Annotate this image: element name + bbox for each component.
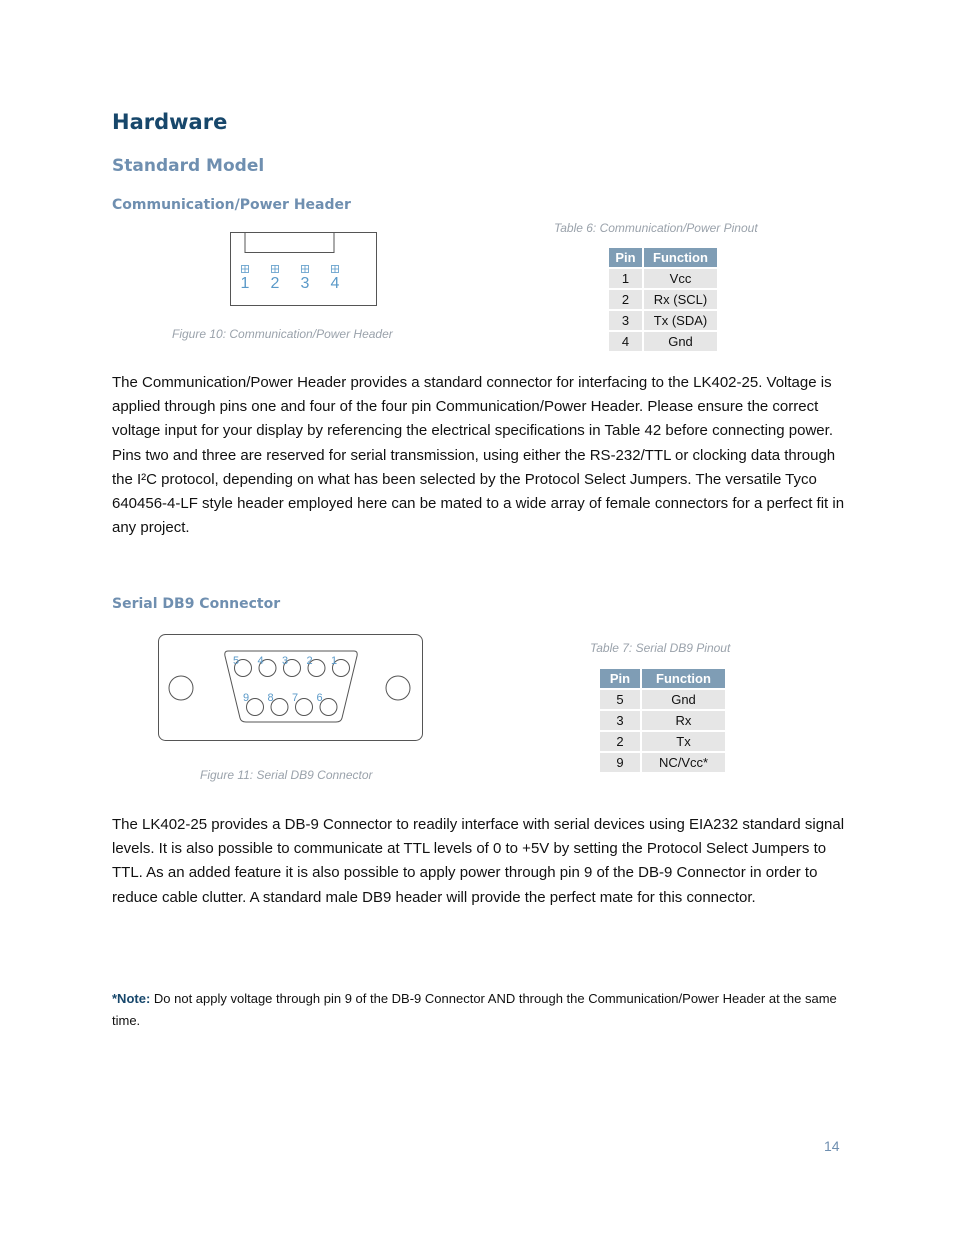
header-pin — [301, 266, 310, 293]
note-label: *Note: — [112, 991, 151, 1006]
db9-pin-label: 7 — [292, 692, 299, 704]
header-pin — [241, 266, 250, 293]
table-row — [600, 732, 725, 751]
right-mounting-hole — [386, 676, 410, 700]
function-cell: Vcc — [644, 269, 717, 288]
header-pin — [331, 266, 340, 293]
pin-cell: 5 — [600, 690, 640, 709]
db9-pin-label: 1 — [331, 655, 338, 667]
function-cell: Rx — [642, 711, 725, 730]
db9-pin-label: 6 — [316, 692, 323, 704]
function-cell: Rx (SCL) — [644, 290, 717, 309]
left-mounting-hole — [169, 676, 193, 700]
table-row — [600, 753, 725, 772]
pin-cell: 2 — [609, 290, 642, 309]
table-row — [600, 711, 725, 730]
column-header-function: Function — [644, 248, 717, 267]
column-header-pin: Pin — [609, 248, 642, 267]
comm-header-description — [112, 371, 847, 540]
function-cell: Tx — [642, 732, 725, 751]
pin-number-label: 1 — [240, 275, 250, 292]
column-header-pin: Pin — [600, 669, 640, 688]
function-cell: Gnd — [644, 332, 717, 351]
table-7-caption: Table 7: Serial DB9 Pinout — [590, 641, 731, 655]
pin-number-label: 4 — [330, 275, 340, 292]
db9-description — [112, 813, 847, 910]
db9-pin-label: 4 — [257, 655, 264, 667]
paragraph-text: The LK402-25 provides a DB-9 Connector to readily interface with serial devices using EIA232 standard signal levels. It is also possible to communicate at TTL levels of 0 to +5V by setting the Protocol Select Jumpers to TTL. As an added feature it is also possible to apply power through pin 9 of the DB-9 Connector in order to reduce cable clutter. A standard male DB9 header will provide the perfect mate for this connector. — [112, 816, 845, 906]
column-header-function: Function — [642, 669, 725, 688]
table-row — [609, 269, 717, 288]
pin-cell: 4 — [609, 332, 642, 351]
pin-number-label: 2 — [270, 275, 280, 292]
db9-pin-label: 2 — [306, 655, 313, 667]
table-row — [609, 332, 717, 351]
table-6-comm-power-pinout — [607, 246, 719, 353]
pin-cell: 2 — [600, 732, 640, 751]
table-header-row — [600, 669, 725, 688]
subsection-heading-comm-header: Communication/Power Header — [112, 197, 351, 213]
header-pin — [271, 266, 280, 293]
section-heading: Standard Model — [112, 156, 265, 176]
pin-cell: 3 — [609, 311, 642, 330]
db9-pin-label: 5 — [233, 655, 240, 667]
pin-cell: 3 — [600, 711, 640, 730]
header-latch — [245, 233, 334, 253]
function-cell: NC/Vcc* — [642, 753, 725, 772]
warning-note — [112, 988, 852, 1032]
db9-shell-outline — [159, 635, 423, 741]
page-title: Hardware — [112, 110, 228, 134]
function-cell: Gnd — [642, 690, 725, 709]
table-row — [600, 690, 725, 709]
note-text: Do not apply voltage through pin 9 of the DB-9 Connector AND through the Communication/Power Header at the same time. — [112, 991, 837, 1028]
function-cell: Tx (SDA) — [644, 311, 717, 330]
db9-pin-label: 9 — [243, 692, 250, 704]
subsection-heading-db9: Serial DB9 Connector — [112, 596, 281, 612]
db9-pin-label: 8 — [267, 692, 274, 704]
db9-pin-label: 3 — [282, 655, 289, 667]
comm-power-header-diagram — [228, 230, 380, 310]
figure-11-caption: Figure 11: Serial DB9 Connector — [200, 768, 373, 782]
db9-trapezoid-face — [225, 651, 357, 722]
pin-number-label: 3 — [300, 275, 310, 292]
table-row — [609, 311, 717, 330]
pin-cell: 1 — [609, 269, 642, 288]
table-7-db9-pinout — [598, 667, 727, 774]
page-number: 14 — [824, 1138, 840, 1154]
table-row — [609, 290, 717, 309]
figure-10-caption: Figure 10: Communication/Power Header — [172, 327, 393, 341]
db9-connector-diagram — [156, 632, 426, 744]
pin-cell: 9 — [600, 753, 640, 772]
table-6-caption: Table 6: Communication/Power Pinout — [554, 221, 758, 235]
table-header-row — [609, 248, 717, 267]
paragraph-text: The Communication/Power Header provides a standard connector for interfacing to the LK402-25. Voltage is applied through pins one and four of the four pin Communication/Power Header. Please ensure the correct voltage input for your display by referencing the electrical specifications in Table 42 before connecting power. Pins two and three are reserved for serial transmission, using either the RS-232/TTL or clocking data through the I²C protocol, depending on what has been selected by the Protocol Select Jumpers. The versatile Tyco 640456-4-LF style header employed here can be mated to a wide array of female connectors for a perfect fit in any project. — [112, 374, 845, 537]
